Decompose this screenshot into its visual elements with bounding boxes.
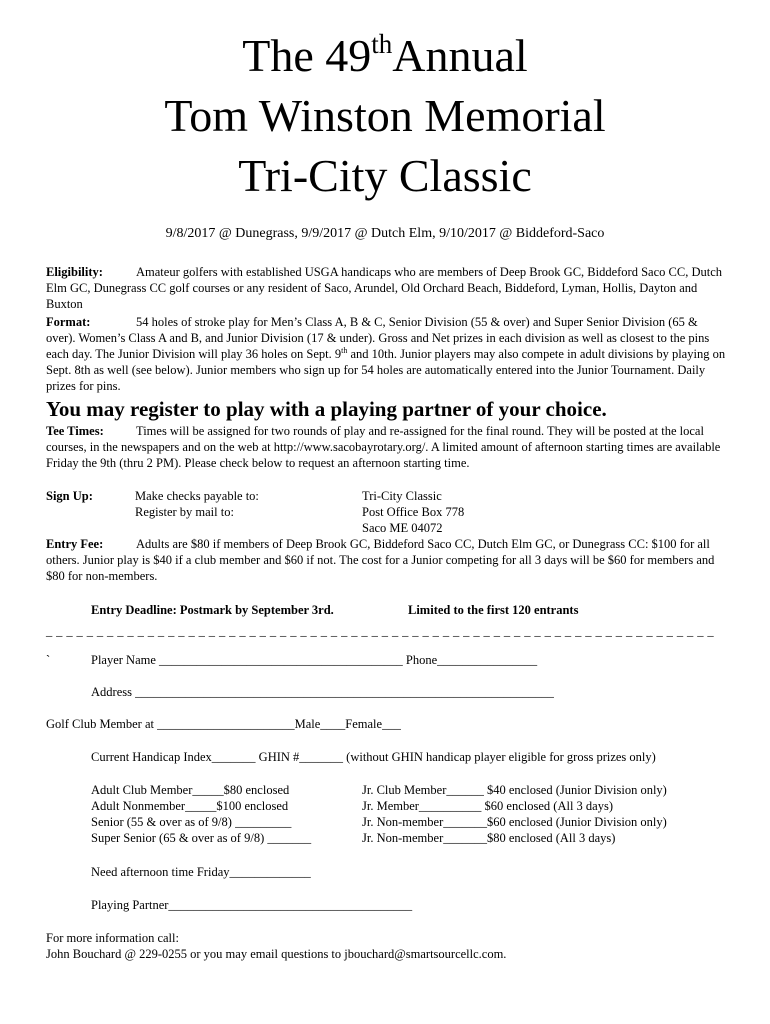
title-line-1 [0,26,770,86]
jr-member-option: Jr. Member__________ $60 enclosed (All 3 days) [362,799,614,813]
format-text-a: 54 holes of stroke play for Men’s Class A, B & C, Senior Division (55 & over) and Super Senior Division (65 & over). Women’s Class A and B, and Junior Division (17 & under). Gross and Net prizes in each division as well as closest to the pins each day. The Junior Division will play 36 holes on Sept. 9 [46,315,710,361]
jr-club-member-option: Jr. Club Member______ $40 enclosed (Junior Division only) [362,783,667,797]
jr-nonmember-option-2: Jr. Non-member_______$80 enclosed (All 3 days) [362,831,616,845]
address-line-3: Saco ME 04072 [362,521,443,535]
sign-up-label: Sign Up: [46,489,93,503]
mail-to-label: Register by mail to: [135,505,234,519]
tee-times-text: Times will be assigned for two rounds of play and re-assigned for the final round. They will be posted at the local courses, in the newspapers and on the web at http://www.sacobayrotary.org/. A limited amount of afternoon starting times are available Friday the 9th (thru 2 PM). Please check below to request an afternoon starting time. [46,424,721,470]
golf-club-field: Golf Club Member at ______________________Male____Female___ [46,717,401,731]
format-ordinal-suffix: th [341,345,348,355]
tee-times-label: Tee Times: [46,424,104,438]
entry-fee-label: Entry Fee: [46,537,104,551]
format-label: Format: [46,315,91,329]
entry-fee-text: Adults are $80 if members of Deep Brook GC, Biddeford Saco CC, Dutch Elm GC, or Dunegrass CC: $100 for all others. Junior play is $40 if a club member and $60 if not. The cost for a Junior competing for all 3 days will be $60 for members and $80 for non-members. [46,537,715,583]
playing-partner-field: Playing Partner_______________________________________ [91,898,413,912]
entrant-limit: Limited to the first 120 entrants [408,603,579,617]
jr-nonmember-option-1: Jr. Non-member_______$60 enclosed (Junior Division only) [362,815,667,829]
event-dates: 9/8/2017 @ Dunegrass, 9/9/2017 @ Dutch Elm, 9/10/2017 @ Biddeford-Saco [165,226,605,241]
stray-mark: ` [46,653,51,667]
title-line-1-post: Annual [392,30,528,81]
adult-club-member-option: Adult Club Member_____$80 enclosed [91,783,290,797]
afternoon-time-field: Need afternoon time Friday_____________ [91,865,311,879]
entry-fee-section [46,536,726,584]
format-section [46,314,726,394]
register-headline: You may register to play with a playing partner of your choice. [46,397,607,421]
title-ordinal-suffix: th [371,28,393,59]
cut-line: _ _ _ _ _ _ _ _ _ _ _ _ _ _ _ _ _ _ _ _ _ _ _ _ _ _ _ _ _ _ _ _ _ _ _ _ _ _ _ _ _ _ _ _ _ _ _ _ _ _ _ _ _ _ _ _ _ _ _ _ _ _ _ _ _ _ [46,624,715,638]
checks-payable-label: Make checks payable to: [135,489,259,503]
title-line-3: Tri-City Classic [238,150,532,201]
title-line-1-pre: The 49 [242,30,372,81]
tee-times-section [46,423,726,471]
title-line-2: Tom Winston Memorial [164,90,606,141]
address-line-1: Tri-City Classic [362,489,442,503]
entry-deadline: Entry Deadline: Postmark by September 3rd. [91,603,334,617]
contact-heading: For more information call: [46,931,179,945]
eligibility-section [46,264,726,312]
adult-nonmember-option: Adult Nonmember_____$100 enclosed [91,799,289,813]
flyer-title [0,26,770,206]
format-text-b: and 10th. Junior players may also compete in adult divisions by playing on Sept. 8th as well (see below). Junior members who sign up for 54 holes are automatically entered into the Junior Tournament. Daily prizes for pins. [46,347,726,393]
super-senior-option: Super Senior (65 & over as of 9/8) _______ [91,831,312,845]
eligibility-text: Amateur golfers with established USGA handicaps who are members of Deep Brook GC, Biddeford Saco CC, Dutch Elm GC, Dunegrass CC golf courses or any resident of Saco, Arundel, Old Orchard Beach, Biddeford, Lyman, Hollis, Dayton and Buxton [46,265,722,311]
address-field: Address ___________________________________________________________________ [91,685,554,699]
address-line-2: Post Office Box 778 [362,505,465,519]
player-name-field: Player Name _______________________________________ Phone________________ [91,653,538,667]
contact-details: John Bouchard @ 229-0255 or you may email questions to jbouchard@smartsourcellc.com. [46,947,507,961]
handicap-field: Current Handicap Index_______ GHIN #_______ (without GHIN handicap player eligible for gross prizes only) [91,750,656,764]
senior-option: Senior (55 & over as of 9/8) _________ [91,815,292,829]
eligibility-label: Eligibility: [46,265,103,279]
